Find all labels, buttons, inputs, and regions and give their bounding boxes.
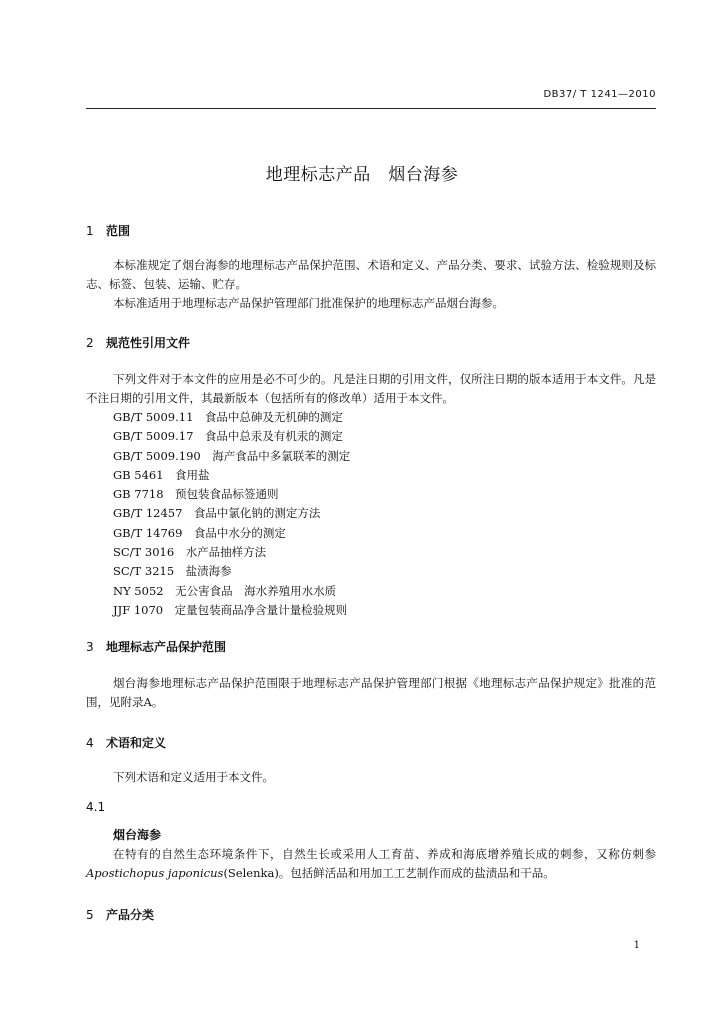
- reference-item: GB 5461 食用盐: [113, 467, 210, 482]
- section-title: 产品分类: [106, 908, 155, 922]
- reference-item: SC/T 3215 盐渍海参: [113, 564, 232, 579]
- section-3-body: [86, 674, 656, 712]
- paragraph: 下列术语和定义适用于本文件。: [113, 770, 274, 784]
- reference-item: SC/T 3016 水产品抽样方法: [113, 545, 267, 560]
- paragraph: 下列文件对于本文件的应用是必不可少的。凡是注日期的引用文件，仅所注日期的版本适用于本文件。凡是不注日期的引用文件，其最新版本（包括所有的修改单）适用于本文件。: [86, 372, 656, 405]
- reference-item: GB/T 12457 食品中氯化钠的测定方法: [113, 506, 321, 521]
- reference-item: NY 5052 无公害食品 海水养殖用水水质: [113, 583, 337, 598]
- reference-item: JJF 1070 定量包装商品净含量计量检验规则: [113, 602, 348, 617]
- header-rule: [86, 108, 656, 109]
- section-number: 3: [86, 640, 94, 654]
- section-number: 2: [86, 336, 94, 350]
- term-name: 烟台海参: [113, 828, 162, 842]
- paragraph: 本标准规定了烟台海参的地理标志产品保护范围、术语和定义、产品分类、要求、试验方法、检验规则及标志、标签、包装、运输、贮存。: [86, 258, 656, 291]
- section-2-body: [86, 370, 656, 408]
- term-definition: [86, 845, 656, 883]
- section-1-heading: [86, 222, 130, 239]
- document-title: 地理标志产品 烟台海参: [265, 165, 459, 185]
- section-1-body: [86, 256, 656, 313]
- section-number: 4: [86, 736, 94, 750]
- section-4-heading: [86, 734, 166, 751]
- definition-text-post: (Selenka)。包括鲜活品和用加工工艺制作而成的盐渍品和干品。: [223, 866, 555, 880]
- standard-code: DB37/ T 1241—2010: [543, 89, 656, 100]
- reference-item: GB/T 14769 食品中水分的测定: [113, 525, 286, 540]
- page-number: 1: [633, 940, 640, 951]
- section-3-heading: [86, 638, 226, 655]
- section-number: 5: [86, 908, 94, 922]
- section-title: 地理标志产品保护范围: [106, 640, 227, 654]
- section-title: 规范性引用文件: [106, 336, 191, 350]
- section-title: 范围: [106, 224, 131, 238]
- section-4-body: [86, 768, 656, 787]
- section-title: 术语和定义: [106, 736, 167, 750]
- paragraph: 本标准适用于地理标志产品保护管理部门批准保护的地理标志产品烟台海参。: [113, 296, 504, 310]
- subsection-number: 4.1: [86, 800, 106, 814]
- reference-item: GB 7718 预包装食品标签通则: [113, 487, 279, 502]
- section-2-heading: [86, 334, 190, 351]
- section-5-heading: [86, 906, 154, 923]
- definition-text-pre: 在特有的自然生态环境条件下，自然生长或采用人工育苗、养成和海底增养殖长成的刺参，又称仿刺参: [113, 847, 656, 861]
- reference-item: GB/T 5009.17 食品中总汞及有机汞的测定: [113, 429, 343, 444]
- latin-name: Apostichopus japonicus: [86, 866, 224, 880]
- reference-item: GB/T 5009.11 食品中总砷及无机砷的测定: [113, 410, 343, 424]
- paragraph: 烟台海参地理标志产品保护范围限于地理标志产品保护管理部门根据《地理标志产品保护规定》批准的范围，见附录A。: [86, 676, 656, 709]
- section-number: 1: [86, 224, 94, 238]
- normative-reference-list: [113, 408, 350, 620]
- reference-item: GB/T 5009.190 海产食品中多氯联苯的测定: [113, 448, 351, 463]
- definition-text: [86, 845, 656, 883]
